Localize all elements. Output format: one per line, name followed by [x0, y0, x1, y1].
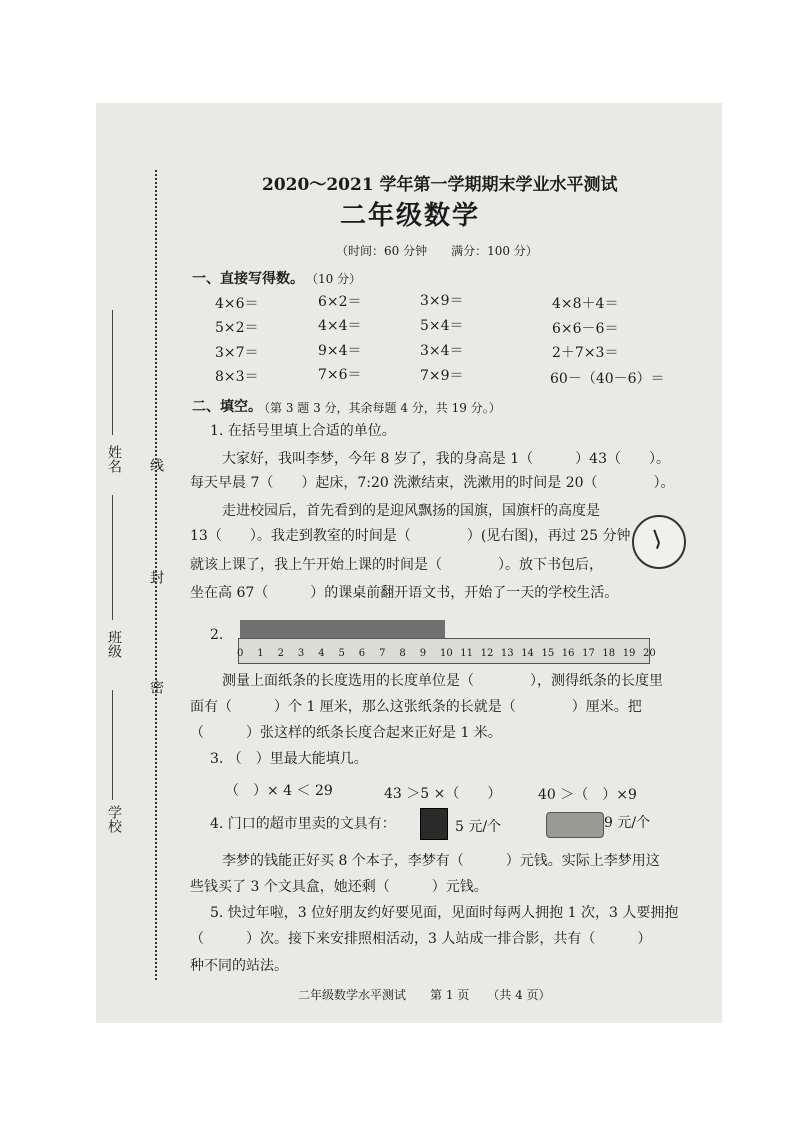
ruler-tick-label: 7 [379, 648, 386, 659]
class-label: 班级 [106, 630, 122, 658]
calc-item: 4×6＝ [215, 296, 259, 312]
school-blank [112, 690, 113, 800]
calc-item: 5×2＝ [215, 320, 259, 336]
ruler-tick-label: 10 [440, 648, 453, 659]
ruler-tick-label: 9 [419, 648, 427, 659]
class-blank [112, 495, 113, 620]
ruler-tick-label: 6 [358, 648, 366, 659]
section2-heading: 二、填空。 [192, 399, 262, 415]
q1-line: 走进校园后，首先看到的是迎风飘扬的国旗，国旗杆的高度是 [222, 503, 600, 519]
calc-item: 2＋7×3＝ [552, 345, 619, 361]
q3-item: 43 ＞5 ×（ ） [384, 786, 502, 802]
ruler-tick-label: 16 [561, 648, 575, 659]
q1-line: 坐在高 67（ ）的课桌前翻开语文书，开始了一天的学校生活。 [190, 585, 619, 601]
calc-item: 8×3＝ [215, 369, 259, 385]
exam-meta: （时间：60 分钟 满分：100 分） [336, 244, 538, 258]
seal-char-feng: 封 [148, 570, 164, 584]
q2-line: 测量上面纸条的长度选用的长度单位是（ ），测得纸条的长度里 [222, 673, 663, 689]
ruler-tick-label: 17 [582, 648, 595, 659]
name-label: 姓名 [106, 445, 122, 473]
ruler-tick-label: 2 [277, 648, 284, 659]
calc-item: 7×6＝ [318, 367, 362, 383]
q4-line: 李梦的钱能正好买 8 个本子，李梦有（ ）元钱。实际上李梦用这 [222, 853, 660, 869]
q5-line: 5. 快过年啦，3 位好朋友约好要见面，见面时每两人拥抱 1 次，3 人要拥抱 [210, 905, 679, 921]
ruler-tick-label: 11 [460, 648, 474, 659]
calc-item: 6×2＝ [318, 294, 362, 310]
calc-item: 4×4＝ [318, 318, 362, 334]
q4-price-notebook: 5 元/个 [455, 819, 502, 835]
clock-icon [632, 515, 686, 569]
q1-line: 就该上课了，我上午开始上课的时间是（ ）。放下书包后， [190, 557, 603, 573]
ruler-tick-label: 18 [602, 648, 616, 659]
ruler-tick-label: 15 [541, 648, 555, 659]
notebook-icon [420, 808, 448, 840]
q4-title: 4. 门口的超市里卖的文具有： [210, 816, 396, 832]
q2-line: 面有（ ）个 1 厘米，那么这张纸条的长就是（ ）厘米。把 [190, 699, 642, 715]
school-label: 学校 [106, 805, 122, 833]
section1-score: （10 分） [306, 272, 362, 286]
q2-label: 2. [210, 627, 224, 643]
q4-price-pencilcase: 9 元/个 [604, 815, 651, 831]
ruler-tick-label: 3 [297, 648, 305, 659]
page-footer: 二年级数学水平测试 第 1 页 （共 4 页） [298, 988, 551, 1002]
calc-item: 7×9＝ [420, 368, 464, 384]
ruler-tick-label: 5 [338, 648, 345, 659]
ruler-tick-label: 1 [257, 648, 264, 659]
ruler-tick-label: 12 [480, 648, 494, 659]
q1-title: 1. 在括号里填上合适的单位。 [210, 423, 396, 439]
ruler-tick-label: 0 [237, 648, 244, 659]
subject-title: 二年级数学 [340, 201, 481, 231]
q3-item: 40 ＞（ ）×9 [538, 787, 637, 803]
seal-char-mi: 密 [148, 680, 164, 694]
q2-line: （ ）张这样的纸条长度合起来正好是 1 米。 [190, 725, 502, 741]
ruler-tick-label: 19 [622, 648, 636, 659]
q3-item: （ ）× 4 ＜ 29 [225, 783, 333, 799]
q4-line: 些钱买了 3 个文具盒，她还剩（ ）元钱。 [190, 879, 488, 895]
calc-item: 60－（40－6）＝ [550, 371, 665, 387]
ruler-tick-label: 8 [399, 648, 406, 659]
calc-item: 3×4＝ [420, 343, 464, 359]
calc-item: 6×6－6＝ [552, 321, 619, 337]
section1-heading: 一、直接写得数。 [192, 271, 304, 287]
q1-line: 每天早晨 7（ ）起床，7:20 洗漱结束，洗漱用的时间是 20（ ）。 [190, 475, 675, 491]
q5-line: 种不同的站法。 [190, 958, 288, 974]
q1-line: 大家好，我叫李梦，今年 8 岁了，我的身高是 1（ ）43（ ）。 [222, 451, 670, 467]
calc-item: 4×8＋4＝ [552, 296, 619, 312]
calc-item: 3×9＝ [420, 293, 464, 309]
calc-item: 3×7＝ [215, 345, 259, 361]
name-blank [112, 310, 113, 435]
paper-strip [240, 620, 445, 638]
calc-item: 5×4＝ [420, 318, 464, 334]
q1-line: 13（ ）。我走到教室的时间是（ ）(见右图)，再过 25 分钟 [190, 528, 631, 544]
ruler-tick-label: 20 [643, 648, 656, 659]
section2-score: （第 3 题 3 分，其余每题 4 分，共 19 分。） [258, 401, 501, 415]
ruler-tick-label: 4 [318, 648, 325, 659]
seal-char-xian: 线 [148, 458, 164, 472]
pencil-case-icon [546, 812, 604, 838]
ruler-tick-label: 13 [500, 648, 514, 659]
exam-title: 2020～2021 学年第一学期期末学业水平测试 [262, 175, 618, 195]
calc-item: 9×4＝ [318, 343, 362, 359]
q5-line: （ ）次。接下来安排照相活动，3 人站成一排合影，共有（ ） [190, 931, 652, 947]
q3-title: 3. （ ）里最大能填几。 [210, 751, 368, 767]
ruler-tick-label: 14 [521, 648, 534, 659]
